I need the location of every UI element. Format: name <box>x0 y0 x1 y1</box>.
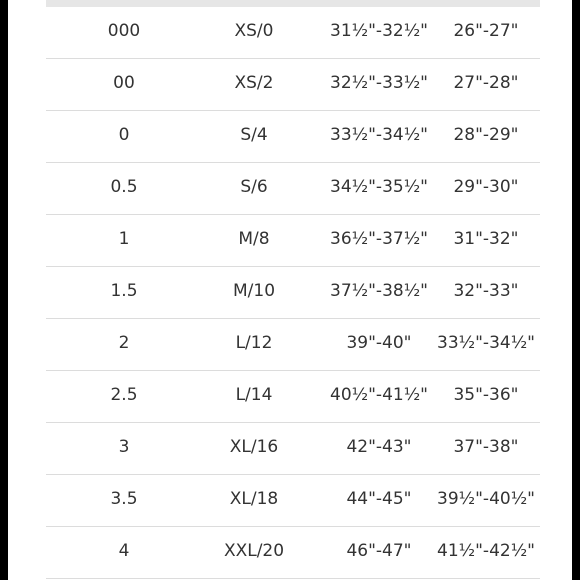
bust-cell: 44"-45" <box>346 489 412 509</box>
waist-value: 31"-32" <box>453 229 519 249</box>
waist-cell <box>432 527 540 578</box>
bust-cell: 40½"-41½" <box>330 385 428 405</box>
size-cell: 0.5 <box>110 177 138 197</box>
alpha-size-cell: XL/16 <box>229 437 279 457</box>
waist-cell <box>432 319 540 370</box>
table-row <box>46 7 540 59</box>
table-header-edge <box>46 0 540 7</box>
waist-cell <box>432 111 540 162</box>
waist-value: 32"-33" <box>453 281 519 301</box>
size-cell: 4 <box>118 541 130 561</box>
waist-cell <box>432 267 540 318</box>
bust-cell: 37½"-38½" <box>330 281 428 301</box>
waist-value: 33½"-34½" <box>437 333 535 353</box>
alpha-size-cell: L/14 <box>235 385 273 405</box>
size-cell: 3 <box>118 437 130 457</box>
table-row <box>46 423 540 475</box>
waist-value: 29"-30" <box>453 177 519 197</box>
size-cell: 1.5 <box>110 281 138 301</box>
table-row <box>46 475 540 527</box>
size-cell: 1 <box>118 229 130 249</box>
waist-cell <box>432 215 540 266</box>
bust-cell: 36½"-37½" <box>330 229 428 249</box>
waist-cell <box>432 423 540 474</box>
table-row <box>46 163 540 215</box>
waist-value: 35"-36" <box>453 385 519 405</box>
size-chart-panel <box>8 0 572 580</box>
bust-cell: 34½"-35½" <box>330 177 428 197</box>
size-cell: 0 <box>118 125 130 145</box>
table-row <box>46 319 540 371</box>
waist-value: 41½"-42½" <box>437 541 535 561</box>
size-cell: 00 <box>113 73 135 93</box>
waist-value: 37"-38" <box>453 437 519 457</box>
size-cell: 2 <box>118 333 130 353</box>
size-cell: 3.5 <box>110 489 138 509</box>
waist-cell <box>432 59 540 110</box>
table-row <box>46 111 540 163</box>
size-chart-table <box>46 7 540 580</box>
size-cell: 000 <box>107 21 141 41</box>
table-row <box>46 527 540 579</box>
waist-value: 28"-29" <box>453 125 519 145</box>
waist-cell <box>432 475 540 526</box>
waist-cell <box>432 163 540 214</box>
alpha-size-cell: S/4 <box>240 125 268 145</box>
bust-cell: 39"-40" <box>346 333 412 353</box>
alpha-size-cell: M/8 <box>238 229 270 249</box>
alpha-size-cell: XL/18 <box>229 489 279 509</box>
table-row <box>46 215 540 267</box>
bust-cell: 31½"-32½" <box>330 21 428 41</box>
waist-value: 39½"-40½" <box>437 489 535 509</box>
alpha-size-cell: XS/0 <box>234 21 274 41</box>
alpha-size-cell: M/10 <box>232 281 276 301</box>
bust-cell: 33½"-34½" <box>330 125 428 145</box>
table-row <box>46 371 540 423</box>
alpha-size-cell: XS/2 <box>234 73 274 93</box>
bust-cell: 32½"-33½" <box>330 73 428 93</box>
waist-cell <box>432 371 540 422</box>
size-cell: 2.5 <box>110 385 138 405</box>
table-row <box>46 59 540 111</box>
table-row <box>46 267 540 319</box>
waist-value: 27"-28" <box>453 73 519 93</box>
alpha-size-cell: S/6 <box>240 177 268 197</box>
alpha-size-cell: XXL/20 <box>223 541 285 561</box>
waist-value: 26"-27" <box>453 21 519 41</box>
bust-cell: 46"-47" <box>346 541 412 561</box>
bust-cell: 42"-43" <box>346 437 412 457</box>
waist-cell <box>432 7 540 58</box>
alpha-size-cell: L/12 <box>235 333 273 353</box>
